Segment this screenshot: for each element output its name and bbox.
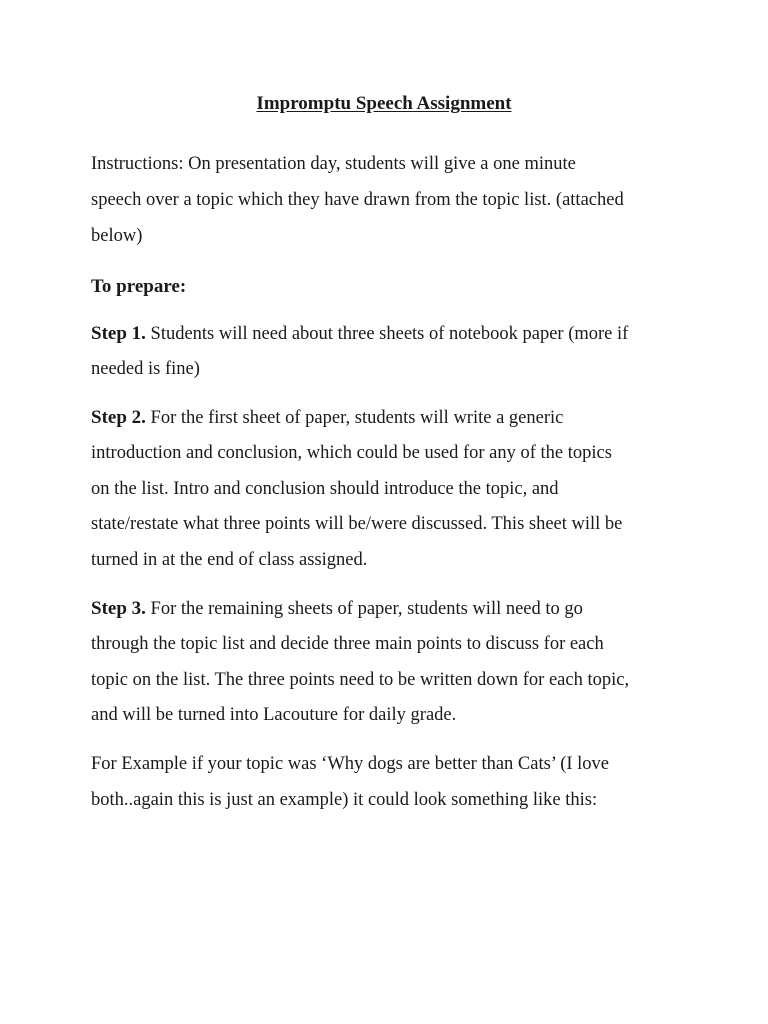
- step3-line: topic on the list. The three points need to be written down for each topic,: [91, 669, 630, 690]
- step3-label: Step 3.: [91, 598, 146, 619]
- step2-text: For the first sheet of paper, students will write a generic: [145, 408, 564, 428]
- step2-line: on the list. Intro and conclusion should introduce the topic, and: [91, 478, 559, 499]
- step2-label: Step 2.: [91, 407, 146, 428]
- instructions-paragraph: [91, 147, 691, 254]
- step1-label: Step 1.: [91, 323, 146, 344]
- step1-text: Students will need about three sheets of notebook paper (more if: [145, 324, 629, 344]
- instructions-line: below): [91, 225, 143, 246]
- example-line: For Example if your topic was ‘Why dogs are better than Cats’ (I love: [91, 754, 610, 774]
- step3-line: [91, 591, 691, 627]
- step2-line: [91, 400, 691, 436]
- step1-line: [91, 316, 691, 352]
- step1-paragraph: [91, 316, 691, 388]
- example-line: both..again this is just an example) it could look something like this:: [91, 789, 598, 810]
- prepare-heading: To prepare:: [91, 276, 187, 297]
- step3-line: and will be turned into Lacouture for daily grade.: [91, 705, 457, 726]
- instructions-line: Instructions: On presentation day, students will give a one minute: [91, 154, 576, 174]
- step2-line: state/restate what three points will be/were discussed. This sheet will be: [91, 514, 623, 535]
- step3-text: For the remaining sheets of paper, students will need to go: [145, 599, 583, 619]
- step2-line: introduction and conclusion, which could be used for any of the topics: [91, 442, 612, 463]
- instructions-line: speech over a topic which they have drawn from the topic list. (attached: [91, 189, 624, 210]
- step2-paragraph: [91, 400, 691, 579]
- document-title: Impromptu Speech Assignment: [256, 93, 512, 114]
- step1-line: needed is fine): [91, 358, 200, 379]
- step3-paragraph: [91, 591, 691, 734]
- step2-line: turned in at the end of class assigned.: [91, 550, 368, 571]
- example-paragraph: [91, 747, 691, 819]
- step3-line: through the topic list and decide three main points to discuss for each: [91, 633, 604, 654]
